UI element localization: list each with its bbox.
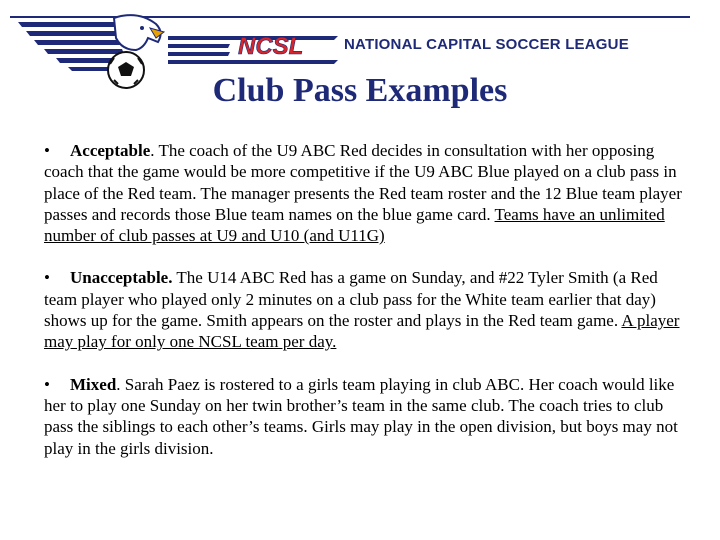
item-body: The coach of the U9 ABC Red decides in consultation with her opposing coach that the game would be more competitive if the U9 ABC Blue played on a club pass in place of the Red team. The manager presents the Red team roster and the 12 Blue team player passes and records those Blue team names on the blue game card. (44, 141, 682, 224)
page-title: Club Pass Examples (212, 72, 508, 109)
list-item (44, 374, 684, 459)
item-lead: Unacceptable. (70, 268, 173, 288)
league-name: NATIONAL CAPITAL SOCCER LEAGUE (344, 36, 629, 53)
item-lead: Mixed (70, 374, 117, 394)
item-lead: Acceptable (70, 141, 151, 160)
svg-text:NCSL: NCSL (238, 33, 304, 60)
bullet-icon: • (44, 374, 50, 394)
item-body: Sarah Paez is rostered to a girls team playing in club ABC. Her coach would like her to play one Sunday on her twin brother’s team in the same club. The coach tries to club pass the siblings to each other’s teams. Girls may play in the open division, but boys may not play in the girls division. (44, 374, 678, 458)
bullet-icon: • (44, 268, 50, 288)
item-body: The U14 ABC Red has a game on Sunday, and #22 Tyler Smith (a Red team player who played only 2 minutes on a club pass for the White team earlier that day) shows up for the game. Smith appears on the roster and plays in the Red team game. (44, 268, 658, 331)
bullet-icon: • (44, 141, 50, 160)
item-rule: A player may play for only one NCSL team per day. (44, 311, 680, 352)
list-item (44, 267, 684, 352)
content-body (44, 140, 684, 480)
list-item (44, 140, 684, 246)
item-lead-punct: . (150, 141, 155, 160)
item-lead-punct: . (116, 374, 121, 394)
item-rule: Teams have an unlimited number of club passes at U9 and U10 (and U11G) (44, 204, 665, 246)
